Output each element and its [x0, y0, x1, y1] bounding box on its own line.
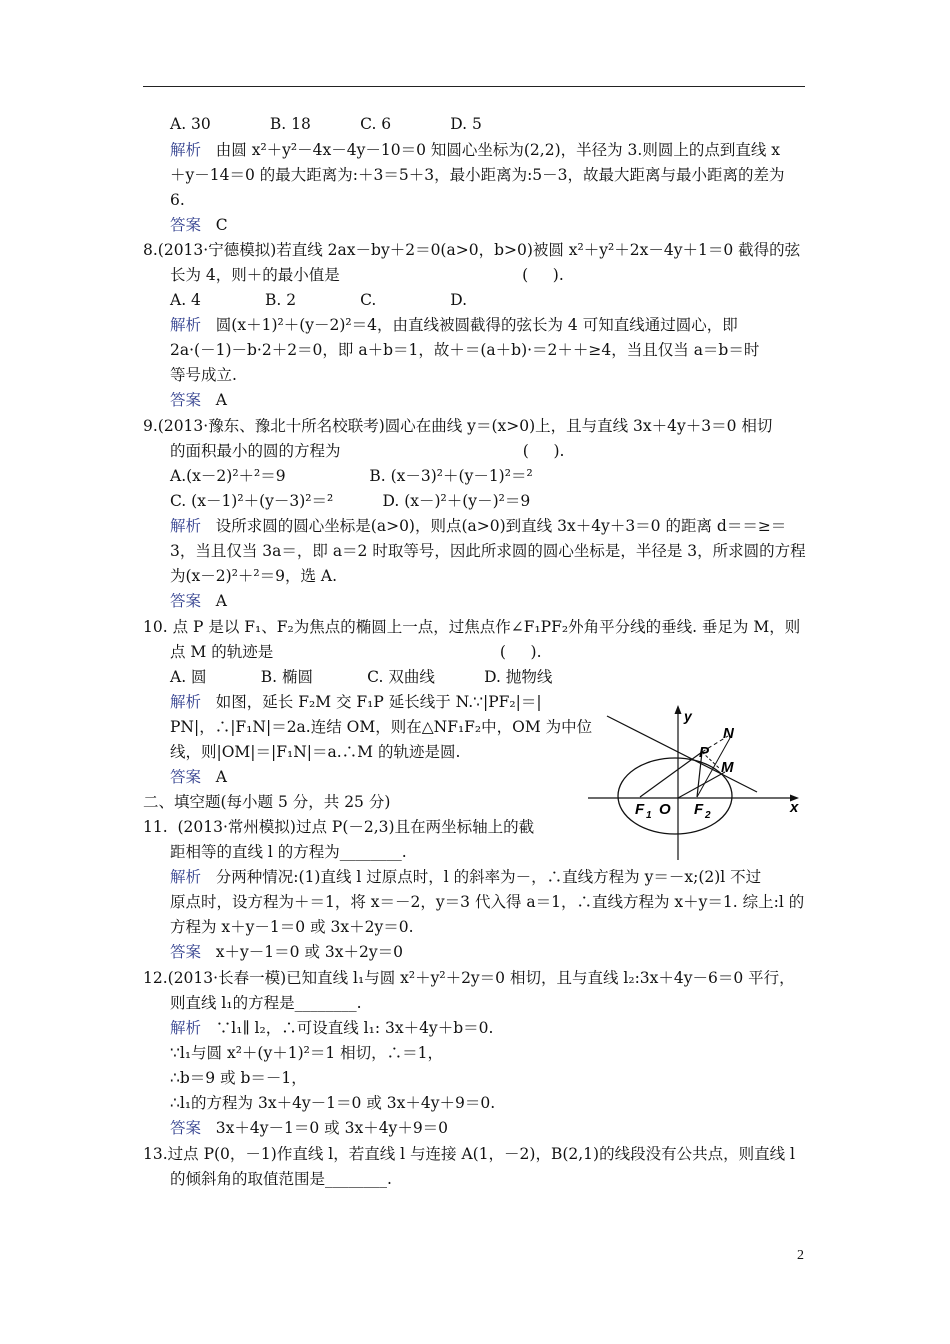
text-line — [170, 290, 467, 310]
line-text: A — [201, 768, 227, 786]
answer-label: 答案 — [170, 391, 202, 409]
line-text: ∵l₁∥ l₂，∴可设直线 l₁: 3x＋4y＋b＝0. — [201, 1019, 494, 1037]
line-text: 等号成立. — [170, 366, 237, 384]
text-line — [170, 1018, 493, 1038]
ellipse-figure — [585, 700, 815, 870]
line-text: x＋y－1＝0 或 3x＋2y＝0 — [201, 943, 403, 961]
line-text: 的倾斜角的取值范围是________. — [170, 1170, 392, 1188]
line-text: 如图，延长 F₂M 交 F₁P 延长线于 N.∵|PF₂|＝| — [201, 693, 542, 711]
text-line — [170, 516, 786, 536]
line-text: 设所求圆的圆心坐标是(a>0)，则点(a>0)到直线 3x＋4y＋3＝0 的距离 d＝＝≥＝ — [201, 517, 787, 535]
line-text: 方程为 x＋y－1＝0 或 3x＋2y＝0. — [170, 918, 414, 936]
analysis-label: 解析 — [170, 141, 202, 159]
label-F2: F — [694, 801, 704, 818]
text-line — [170, 942, 403, 962]
label-O: O — [659, 801, 671, 818]
line-text: A. 30 B. 18 C. 6 D. 5 — [170, 115, 482, 133]
line-text: 为(x－2)²＋²＝9，选 A. — [170, 567, 338, 585]
segment-O-M — [678, 772, 725, 798]
text-line — [143, 416, 772, 436]
answer-label: 答案 — [170, 768, 202, 786]
text-line — [170, 165, 785, 185]
text-line — [170, 1043, 443, 1063]
text-line — [170, 1068, 307, 1088]
line-text: A. 4 B. 2 C. D. — [170, 291, 468, 309]
text-line — [170, 441, 564, 461]
text-line — [170, 265, 564, 285]
label-N: N — [723, 725, 734, 742]
text-line — [170, 717, 592, 737]
text-line — [170, 1118, 448, 1138]
label-y: y — [684, 708, 692, 724]
text-line — [170, 742, 460, 762]
label-x: x — [790, 799, 799, 816]
line-text: 由圆 x²＋y²－4x－4y－10＝0 知圆心坐标为(2,2)，半径为 3.则圆上的点到直线 x — [201, 141, 781, 159]
text-line — [170, 867, 761, 887]
text-line — [170, 140, 780, 160]
external-bisector-line — [607, 716, 757, 792]
header-rule — [143, 86, 805, 87]
line-text: 13.过点 P(0，－1)作直线 l，若直线 l 与连接 A(1，－2)，B(2,1)的线段没有公共点，则直线 l — [143, 1145, 795, 1163]
text-line — [170, 667, 552, 687]
label-F2-sub: 2 — [705, 810, 711, 821]
label-F1: F — [635, 801, 645, 818]
ellipse-curve — [618, 758, 732, 834]
analysis-label: 解析 — [170, 868, 202, 886]
label-M: M — [721, 759, 734, 776]
line-text: 的面积最小的圆的方程为 ( ). — [170, 442, 565, 460]
text-line — [170, 692, 542, 712]
text-line — [143, 817, 534, 837]
text-line — [170, 842, 407, 862]
line-text: 3x＋4y－1＝0 或 3x＋4y＋9＝0 — [201, 1119, 449, 1137]
text-line — [170, 1169, 392, 1189]
analysis-label: 解析 — [170, 316, 202, 334]
text-line — [170, 591, 227, 611]
line-text: PN|，∴|F₁N|＝2a.连结 OM，则在△NF₁F₂中，OM 为中位 — [170, 718, 593, 736]
line-text: A — [201, 592, 227, 610]
text-line — [170, 541, 806, 561]
text-line — [170, 315, 738, 335]
text-line — [143, 240, 800, 260]
line-text: 点 M 的轨迹是 ( ). — [170, 643, 542, 661]
label-F1-sub: 1 — [646, 810, 652, 821]
text-line — [170, 917, 414, 937]
text-line — [170, 892, 804, 912]
text-line — [170, 114, 482, 134]
answer-label: 答案 — [170, 943, 202, 961]
line-text: 12.(2013·长春一模)已知直线 l₁与圆 x²＋y²＋2y＝0 相切，且与直线 l₂:3x＋4y－6＝0 平行， — [143, 969, 795, 987]
text-line — [143, 792, 390, 812]
analysis-label: 解析 — [170, 1019, 202, 1037]
analysis-label: 解析 — [170, 517, 202, 535]
line-text: C. (x－1)²＋(y－3)²＝² D. (x－)²＋(y－)²＝9 — [170, 492, 531, 510]
text-line — [170, 340, 759, 360]
text-line — [170, 390, 227, 410]
text-line — [170, 190, 185, 210]
text-line — [170, 215, 228, 235]
text-line — [170, 566, 337, 586]
text-line — [170, 365, 237, 385]
line-text: ∴l₁的方程为 3x＋4y－1＝0 或 3x＋4y＋9＝0. — [170, 1094, 496, 1112]
line-text: 二、填空题(每小题 5 分，共 25 分) — [143, 793, 391, 811]
text-line — [170, 1093, 495, 1113]
line-text: C — [201, 216, 228, 234]
line-text: 长为 4，则＋的最小值是 ( ). — [170, 266, 564, 284]
line-text: 圆(x＋1)²＋(y－2)²＝4，由直线被圆截得的弦长为 4 可知直线通过圆心，即 — [201, 316, 738, 334]
line-text: 10. 点 P 是以 F₁、F₂为焦点的椭圆上一点，过焦点作∠F₁PF₂外角平分线的垂线. 垂足为 M，则 — [143, 618, 801, 636]
text-line — [143, 1144, 795, 1164]
text-line — [170, 491, 530, 511]
answer-label: 答案 — [170, 1119, 202, 1137]
text-line — [170, 767, 227, 787]
line-text: A — [201, 391, 227, 409]
line-text: 原点时，设方程为＋＝1，将 x＝－2，y＝3 代入得 a＝1，∴直线方程为 x＋y＝1. 综上:l 的 — [170, 893, 805, 911]
line-text: 分两种情况:(1)直线 l 过原点时，l 的斜率为－，∴直线方程为 y＝－x;(2)l 不过 — [201, 868, 762, 886]
line-text: 9.(2013·豫东、豫北十所名校联考)圆心在曲线 y＝(x>0)上，且与直线 3x＋4y＋3＝0 相切 — [143, 417, 773, 435]
text-line — [170, 466, 533, 486]
text-line — [170, 642, 542, 662]
line-text: 11. (2013·常州模拟)过点 P(－2,3)且在两坐标轴上的截 — [143, 818, 535, 836]
text-line — [143, 617, 800, 637]
page-number: 2 — [797, 1248, 804, 1263]
line-text: 线，则|OM|＝|F₁N|＝a.∴M 的轨迹是圆. — [170, 743, 461, 761]
line-text: ＋y－14＝0 的最大距离为:＋3＝5＋3，最小距离为:5－3，故最大距离与最小距离的差为 — [170, 166, 785, 184]
line-text: ∵l₁与圆 x²＋(y＋1)²＝1 相切，∴＝1， — [170, 1044, 443, 1062]
answer-label: 答案 — [170, 216, 202, 234]
line-text: 8.(2013·宁德模拟)若直线 2ax－by＋2＝0(a>0，b>0)被圆 x²＋y²＋2x－4y＋1＝0 截得的弦 — [143, 241, 801, 259]
text-line — [170, 993, 362, 1013]
line-text: ∴b＝9 或 b＝－1， — [170, 1069, 307, 1087]
line-text: 则直线 l₁的方程是________. — [170, 994, 362, 1012]
line-text: A. 圆 B. 椭圆 C. 双曲线 D. 抛物线 — [170, 668, 553, 686]
analysis-label: 解析 — [170, 693, 202, 711]
line-text: 3，当且仅当 3a＝，即 a＝2 时取等号，因此所求圆的圆心坐标是，半径是 3，所求圆的方程 — [170, 542, 806, 560]
line-text: 距相等的直线 l 的方程为________. — [170, 843, 407, 861]
label-P: P — [699, 744, 710, 761]
text-line — [143, 968, 795, 988]
y-axis-arrow — [675, 705, 682, 714]
line-text: 6. — [170, 191, 185, 209]
line-text: 2a·(－1)－b·2＋2＝0，即 a＋b＝1，故＋＝(a＋b)·＝2＋＋≥4，当且仅当 a＝b＝时 — [170, 341, 760, 359]
answer-label: 答案 — [170, 592, 202, 610]
line-text: A.(x－2)²＋²＝9 B. (x－3)²＋(y－1)²＝² — [170, 467, 533, 485]
